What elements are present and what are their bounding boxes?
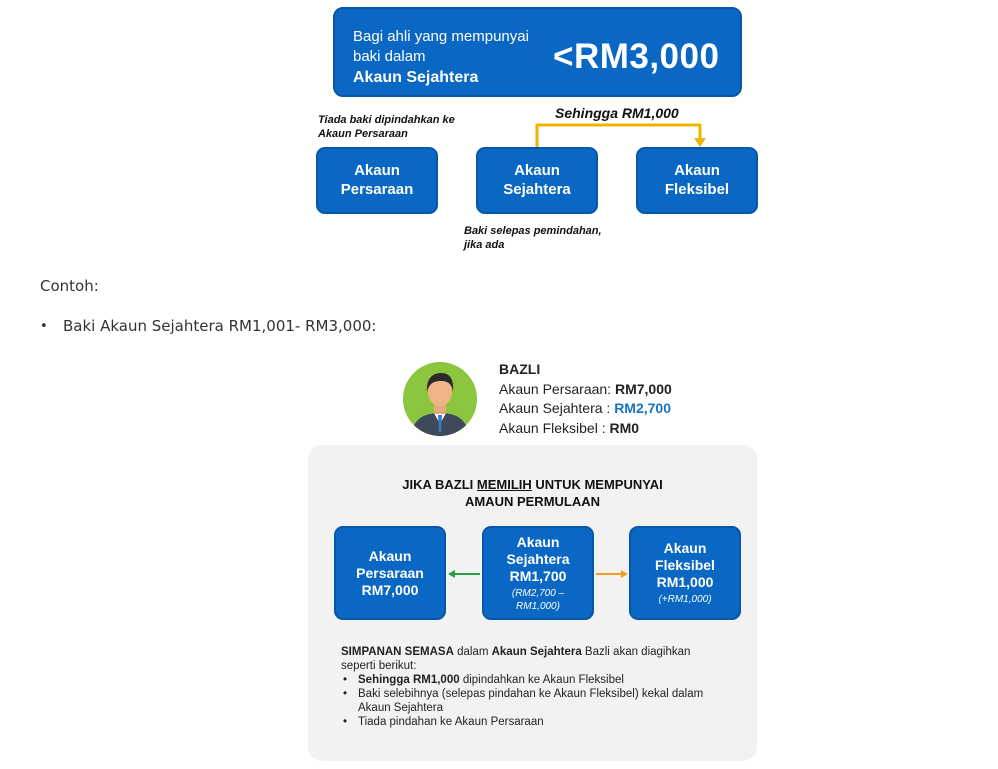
banner-line-3: Akaun Sejahtera: [353, 69, 479, 86]
banner-description: [353, 27, 529, 89]
list-item: [341, 687, 741, 715]
person-row-fleksibel: [499, 419, 672, 439]
box-akaun-persaraan: [316, 147, 438, 214]
desc-text: dalam: [453, 646, 492, 658]
row-label: Akaun Persaraan:: [499, 380, 615, 397]
box-note-line-2: RM1,000): [516, 600, 560, 612]
list-item: [341, 715, 741, 729]
desc-text: Bazli akan diagihkan: [581, 646, 691, 658]
box-akaun-fleksibel: [636, 147, 758, 214]
item-text: Baki selebihnya (selepas pindahan ke Akaun Fleksibel) kekal dalam Akaun Sejahtera: [358, 688, 704, 714]
banner-line-2: baki dalam: [353, 48, 426, 65]
box-amount: RM1,700: [509, 567, 567, 584]
title-part: UNTUK MEMPUNYAI: [531, 477, 663, 492]
person-avatar-icon: [403, 362, 477, 436]
person-name: BAZLI: [499, 361, 541, 377]
box-label-2: Sejahtera: [506, 550, 570, 567]
box-label-2: Persaraan: [356, 564, 424, 581]
box-note: [512, 587, 564, 613]
box-label-2: Persaraan: [340, 180, 414, 198]
note-no-transfer: Tiada baki dipindahkan ke Akaun Persaraan: [318, 114, 455, 140]
box-label-2: Fleksibel: [655, 557, 715, 573]
box-amount: RM1,000: [656, 574, 714, 590]
row-value-highlight: RM2,700: [614, 400, 671, 416]
list-item: [341, 673, 741, 687]
box-label-1: Akaun: [674, 161, 720, 179]
panel-box-persaraan: [334, 526, 446, 620]
banner-amount: <RM3,000: [553, 37, 720, 76]
panel-title-line-1: [308, 476, 757, 493]
person-row-sejahtera: [499, 399, 672, 419]
bullet-icon: •: [40, 319, 48, 334]
box-label-2: Sejahtera: [503, 180, 571, 198]
box-label-1: Akaun: [368, 547, 412, 564]
orange-arrow-right-icon: [594, 568, 630, 580]
box-label-1: Akaun: [516, 533, 560, 550]
item-text: Tiada pindahan ke Akaun Persaraan: [358, 716, 544, 728]
example-bullet: [40, 317, 376, 335]
box-label-1: Akaun: [354, 161, 400, 179]
box-label-1: Akaun: [514, 161, 560, 179]
banner-line-1: Bagi ahli yang mempunyai: [353, 28, 529, 45]
example-bullet-text: Baki Akaun Sejahtera RM1,001- RM3,000:: [63, 317, 377, 335]
box-note: (+RM1,000): [658, 594, 712, 605]
panel-title: [308, 476, 757, 510]
desc-bold: SIMPANAN SEMASA: [341, 646, 454, 658]
box-akaun-sejahtera: [476, 147, 598, 214]
note-line-1: Baki selepas pemindahan,: [464, 225, 602, 237]
panel-box-sejahtera: [482, 526, 594, 620]
title-part: JIKA BAZLI: [402, 477, 477, 492]
note-line-2: jika ada: [464, 239, 505, 251]
desc-line-2: seperti berikut:: [341, 660, 417, 672]
panel-box-fleksibel: [629, 526, 741, 620]
box-amount: RM7,000: [361, 581, 419, 598]
panel-description: [341, 645, 741, 729]
desc-list: [341, 673, 741, 729]
desc-line-1: [341, 645, 741, 659]
box-note-line-1: (RM2,700 –: [511, 587, 565, 599]
transfer-arrow-icon: [520, 118, 720, 150]
note-remaining-balance: [464, 224, 634, 252]
title-underlined: MEMILIH: [476, 477, 532, 492]
example-heading: Contoh:: [40, 277, 99, 295]
summary-banner: [333, 7, 742, 97]
row-value: RM0: [609, 419, 640, 436]
row-value: RM7,000: [614, 380, 672, 397]
panel-title-line-2: AMAUN PERMULAAN: [464, 494, 601, 509]
person-row-persaraan: [499, 380, 672, 400]
item-bold: Sehingga RM1,000: [358, 674, 460, 686]
box-label-2: Fleksibel: [664, 180, 730, 198]
item-text: dipindahkan ke Akaun Fleksibel: [459, 674, 624, 686]
person-info: [499, 360, 672, 438]
arrow-label-upto: Sehingga RM1,000: [555, 105, 679, 121]
row-label: Akaun Fleksibel :: [499, 419, 610, 436]
desc-bold: Akaun Sejahtera: [491, 646, 582, 658]
box-label-1: Akaun: [663, 540, 707, 556]
green-arrow-left-icon: [446, 568, 482, 580]
row-label: Akaun Sejahtera :: [499, 400, 615, 416]
